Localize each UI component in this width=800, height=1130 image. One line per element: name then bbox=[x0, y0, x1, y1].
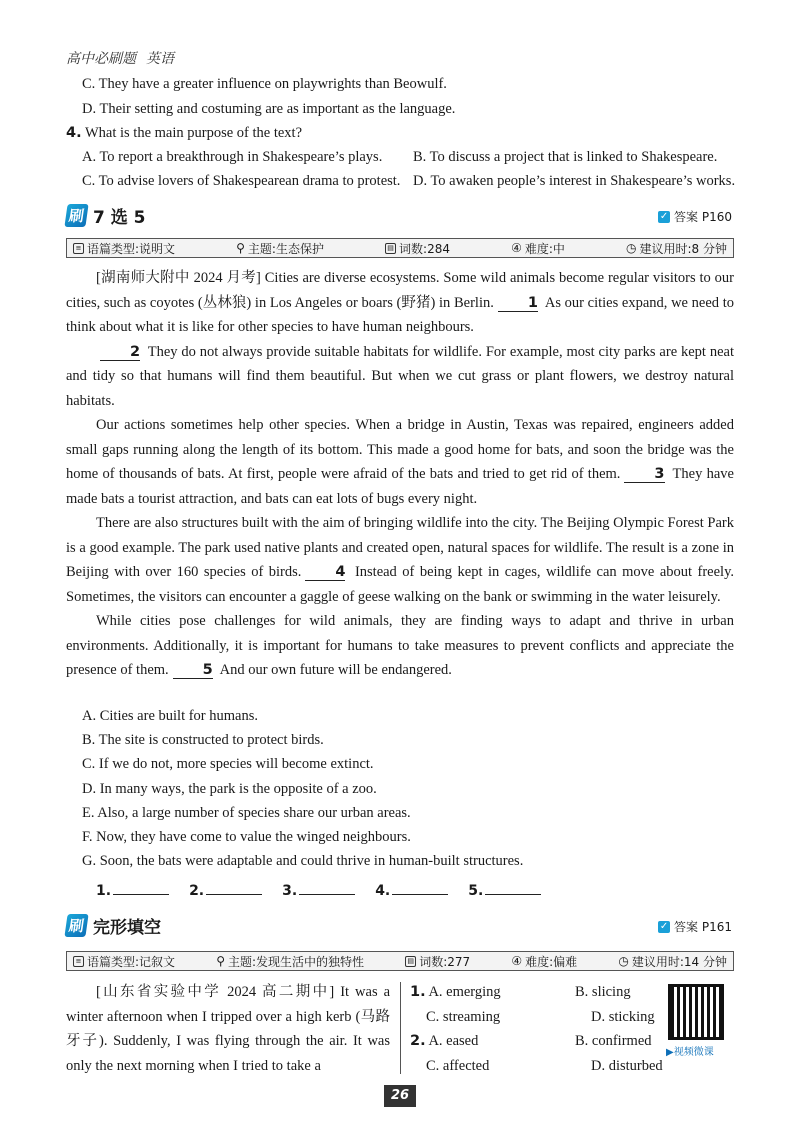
difficulty-icon: ④ bbox=[511, 954, 523, 968]
shua-badge-2: 刷 bbox=[64, 914, 88, 937]
info-type: ≡ 语篇类型:说明文 bbox=[73, 240, 175, 257]
paragraph-5: While cities pose challenges for wild animals, they are finding ways to adapt and thrive in urban environments. Additionally, it is important for humans to take measures to prevent conflicts and appreciate the presence of them. 5 And our own future will be endangered. bbox=[66, 613, 734, 678]
answer-lines bbox=[96, 883, 541, 899]
cloze-passage bbox=[66, 980, 390, 1078]
answer-line-3[interactable]: 3. bbox=[282, 883, 355, 899]
info-bar bbox=[66, 238, 734, 258]
q4-option-b: B. To discuss a project that is linked to Shakespeare. bbox=[413, 149, 718, 165]
option-f: F. Now, they have come to value the winged neighbours. bbox=[82, 829, 411, 845]
info-words: ▤ 词数:284 bbox=[385, 240, 450, 257]
prev-option-c: C. They have a greater influence on playwrights than Beowulf. bbox=[82, 76, 447, 92]
book-title: 高中必刷题 bbox=[66, 51, 136, 67]
option-a: A. Cities are built for humans. bbox=[82, 708, 258, 724]
option-e: E. Also, a large number of species share our urban areas. bbox=[82, 805, 411, 821]
shua-badge: 刷 bbox=[64, 204, 88, 227]
search-icon: ⚲ bbox=[216, 954, 226, 968]
blank-1[interactable]: 1 bbox=[498, 295, 538, 312]
answer-page-2: 答案 P161 bbox=[674, 920, 732, 934]
info-difficulty: ④ 难度:中 bbox=[511, 241, 565, 256]
difficulty-icon: ④ bbox=[511, 241, 522, 255]
info-time: ◷ 建议用时:8 分钟 bbox=[625, 241, 727, 256]
q2-row-1: 2. A. eased B. confirmed bbox=[410, 1029, 663, 1054]
book-subject: 英语 bbox=[146, 51, 174, 67]
paragraph-4: There are also structures built with the aim of bringing wildlife into the city. The Beijing Olympic Forest Park is a good example. The park used native plants and created open, natural spaces for wildlife. The result is a zone in Beijing with over 160 species of birds. 4 Instead of being kept in cages, wildlife can move about freely. Sometimes, the visitors can encounter a gaggle of geese walking on the bank or swimming in the water leisurely. bbox=[66, 515, 734, 605]
question-4-text: What is the main purpose of the text? bbox=[84, 125, 303, 141]
info-topic: ⚲ 主题:生态保护 bbox=[236, 241, 324, 256]
info-words-2: ▤ 词数:277 bbox=[405, 953, 470, 970]
passage bbox=[66, 266, 734, 683]
q1-option-d: D. sticking bbox=[591, 1008, 655, 1025]
answer-page: 答案 P160 bbox=[674, 210, 732, 224]
section-title-text: 7 选 5 bbox=[93, 208, 146, 228]
option-d: D. In many ways, the park is the opposite of a zoo. bbox=[82, 781, 377, 797]
answer-line-2[interactable]: 2. bbox=[189, 883, 262, 899]
q1-option-b: B. slicing bbox=[575, 984, 631, 1000]
option-b: B. The site is constructed to protect birds. bbox=[82, 732, 324, 748]
page-number: 26 bbox=[384, 1085, 416, 1107]
option-g: G. Soon, the bats were adaptable and could thrive in human-built structures. bbox=[82, 853, 524, 869]
blank-4[interactable]: 4 bbox=[305, 564, 345, 581]
answer-line-1[interactable]: 1. bbox=[96, 883, 169, 899]
answer-line-4[interactable]: 4. bbox=[375, 883, 448, 899]
blank-2[interactable]: 2 bbox=[100, 344, 140, 361]
words-icon: ▤ bbox=[385, 243, 396, 254]
answer-link-2[interactable] bbox=[658, 918, 732, 935]
question-4-number: 4. bbox=[66, 125, 82, 141]
section-cloze-title bbox=[66, 913, 161, 938]
blank-3[interactable]: 3 bbox=[624, 466, 664, 483]
q4-option-a: A. To report a breakthrough in Shakespeare’s plays. bbox=[82, 149, 383, 165]
option-c: C. If we do not, more species will become extinct. bbox=[82, 756, 374, 772]
info-type-2: ≡ 语篇类型:记叙文 bbox=[73, 953, 175, 970]
paragraph-1: [湖南师大附中 2024 月考] Cities are diverse ecosystems. Some wild animals become regular visitors to our cities, such as coyotes (丛林狼) in Los Angeles or boars (野猪) in Berlin. 1 As our cities expand, we need to think about what it is like for other species to have human neighbours. bbox=[66, 270, 735, 335]
q1-option-a: A. emerging bbox=[428, 984, 501, 1000]
paragraph-3: Our actions sometimes help other species. When a bridge in Austin, Texas was repaired, engineers added small gaps running along the length of its bottom. This made a good home for bats, and soon the bridge was the home of thousands of bats. At first, people were afraid of the bats and tried to get rid of them. 3 They have made bats a tourist attraction, and bats can eat lots of bugs every night. bbox=[66, 417, 734, 507]
cloze-options bbox=[410, 980, 663, 1078]
info-time-2: ◷ 建议用时:14 分钟 bbox=[618, 954, 727, 969]
q2-row-2 bbox=[410, 1054, 663, 1079]
q1-option-c: C. streaming bbox=[426, 1008, 501, 1025]
q2-option-b: B. confirmed bbox=[575, 1033, 652, 1049]
answer-link[interactable] bbox=[658, 208, 732, 225]
q1-row-1: 1. A. emerging B. slicing bbox=[410, 980, 663, 1005]
paragraph-2: 2 They do not always provide suitable habitats for wildlife. For example, most city parks are kept neat and tidy so that humans will find them beautiful. But when we cut grass or plant flowers, we destroy natural habitats. bbox=[66, 343, 734, 409]
q2-option-c: C. affected bbox=[426, 1057, 490, 1074]
q1-row-2 bbox=[410, 1005, 663, 1030]
book-icon: ≡ bbox=[73, 243, 84, 254]
column-divider bbox=[400, 982, 401, 1074]
running-header bbox=[66, 48, 174, 68]
q2-option-a: A. eased bbox=[428, 1033, 479, 1049]
check-icon: ✓ bbox=[659, 210, 669, 222]
check-icon: ✓ bbox=[659, 920, 669, 932]
section-7x5-title bbox=[66, 203, 146, 228]
book-icon: ≡ bbox=[73, 956, 84, 967]
video-lesson-label[interactable]: ▶视频微课 bbox=[666, 1047, 714, 1058]
clock-icon: ◷ bbox=[618, 954, 629, 968]
qr-code[interactable] bbox=[668, 984, 724, 1040]
q4-option-d: D. To awaken people’s interest in Shakespeare’s works. bbox=[413, 173, 736, 189]
clock-icon: ◷ bbox=[625, 241, 637, 255]
prev-option-d: D. Their setting and costuming are as important as the language. bbox=[82, 101, 456, 117]
words-icon: ▤ bbox=[405, 956, 416, 967]
q2-option-d: D. disturbed bbox=[591, 1057, 663, 1074]
info-topic-2: ⚲ 主题:发现生活中的独特性 bbox=[216, 954, 365, 969]
q4-option-c: C. To advise lovers of Shakespearean drama to protest. bbox=[82, 173, 401, 189]
cloze-paragraph: [山东省实验中学 2024 高二期中] It was a winter afternoon when I tripped over a high kerb (马路牙子). Suddenly, I was flying through the air. It was only the next morning when I tried to take a bbox=[66, 984, 390, 1074]
question-4 bbox=[66, 125, 302, 142]
section-title-text-2: 完形填空 bbox=[93, 918, 162, 938]
answer-line-5[interactable]: 5. bbox=[468, 883, 541, 899]
blank-5[interactable]: 5 bbox=[173, 662, 213, 679]
info-difficulty-2: ④ 难度:偏难 bbox=[511, 954, 578, 969]
info-bar-2 bbox=[66, 951, 734, 971]
search-icon: ⚲ bbox=[236, 241, 245, 255]
